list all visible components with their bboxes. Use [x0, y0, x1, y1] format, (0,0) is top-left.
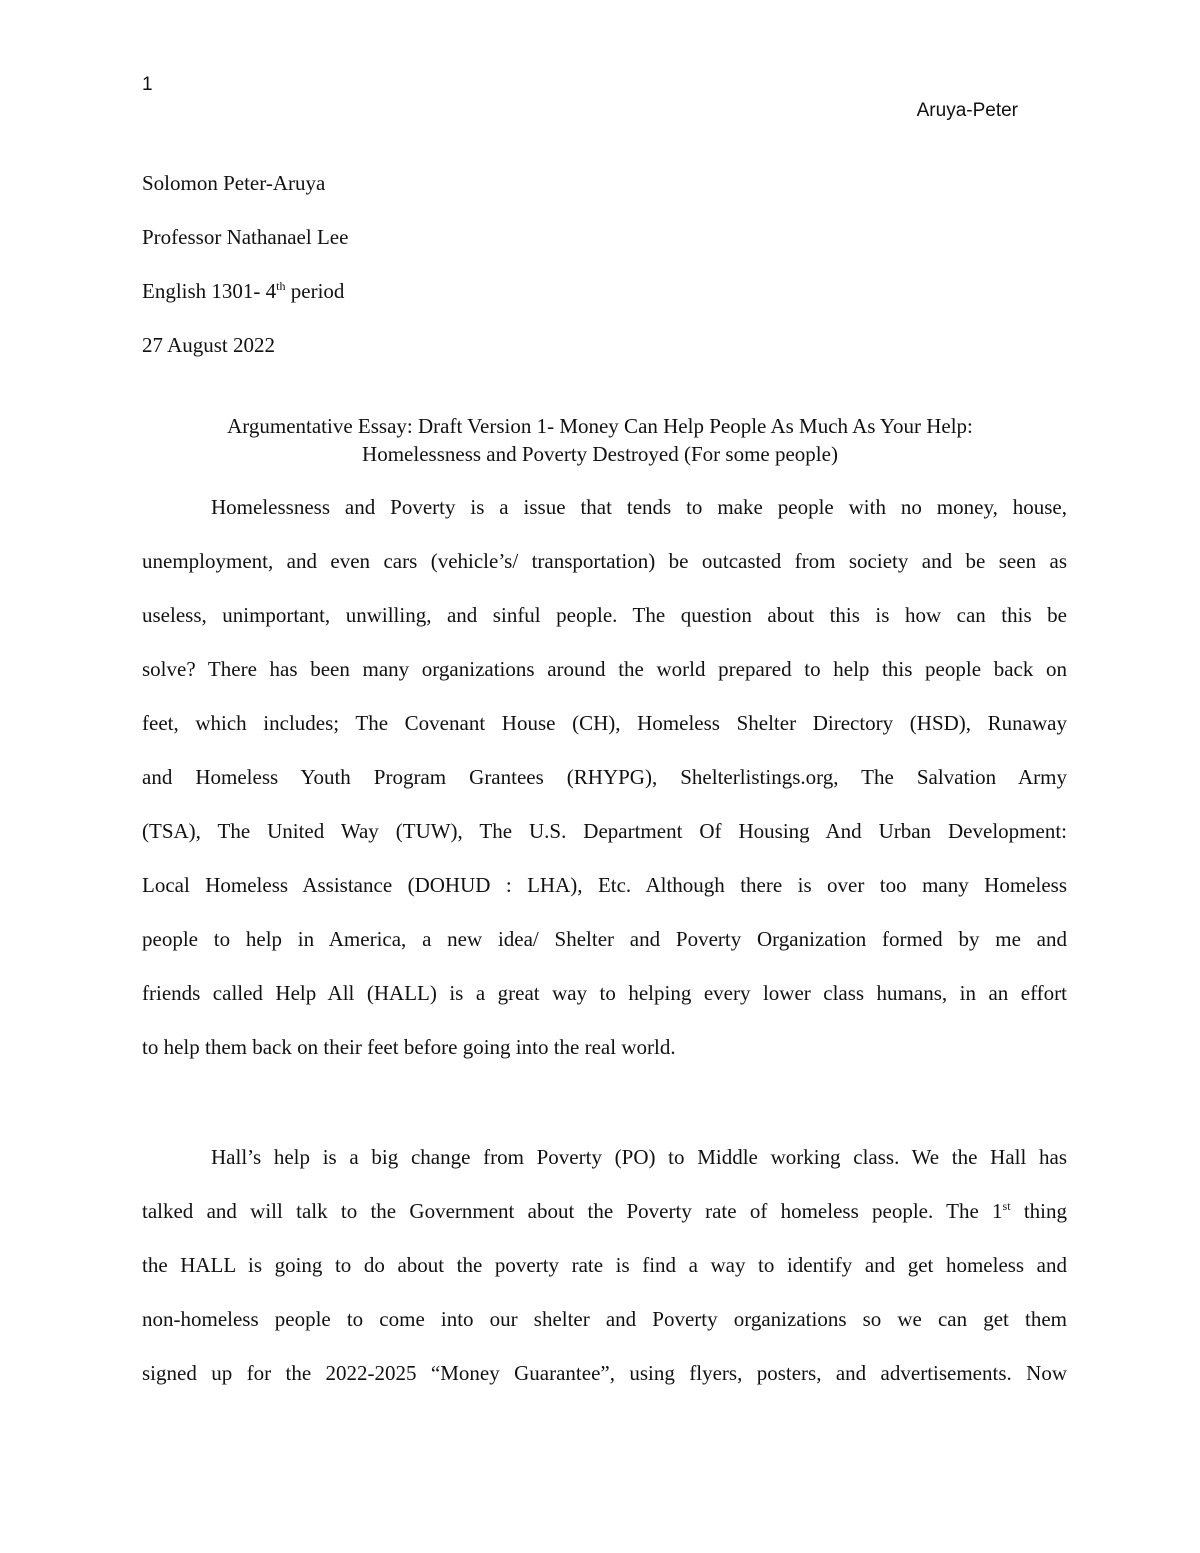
title-line-2: Homelessness and Poverty Destroyed (For some people): [362, 442, 838, 466]
paragraph-line: to help them back on their feet before going into the real world.: [142, 1035, 676, 1059]
course-suffix: period: [285, 279, 345, 303]
line-text-prefix: talked and will talk to the Government about the Poverty rate of homeless people. The 1: [142, 1199, 1003, 1223]
paragraph-line: friends called Help All (HALL) is a great way to helping every lower class humans, in an effort: [142, 981, 1067, 1005]
paragraph-line: unemployment, and even cars (vehicle’s/ transportation) be outcasted from society and be seen as: [142, 549, 1067, 573]
paragraph-line: (TSA), The United Way (TUW), The U.S. Department Of Housing And Urban Development:: [142, 819, 1067, 843]
paragraph-line: non-homeless people to come into our shelter and Poverty organizations so we can get them: [142, 1307, 1067, 1331]
essay-title: [120, 412, 1080, 468]
ordinal-superscript: st: [1002, 1199, 1011, 1213]
course-prefix: English 1301- 4: [142, 279, 277, 303]
paragraph-line: the HALL is going to do about the poverty rate is find a way to identify and get homeless and: [142, 1253, 1067, 1277]
line-text-suffix: thing: [1010, 1199, 1068, 1223]
paragraph-1: [142, 492, 1067, 1086]
essay-date: 27 August 2022: [142, 333, 276, 357]
paragraph-line: [142, 1196, 1067, 1250]
professor-name: Professor Nathanael Lee: [142, 225, 349, 249]
page-number: 1: [142, 74, 153, 95]
running-head: Aruya-Peter: [916, 100, 1018, 121]
mla-heading: [142, 168, 1062, 384]
paragraph-line: and Homeless Youth Program Grantees (RHYPG), Shelterlistings.org, The Salvation Army: [142, 765, 1067, 789]
course-line: [142, 276, 1062, 330]
student-name: Solomon Peter-Aruya: [142, 171, 326, 195]
course-superscript: th: [276, 279, 286, 293]
paragraph-line: people to help in America, a new idea/ Shelter and Poverty Organization formed by me and: [142, 927, 1067, 951]
paragraph-line: signed up for the 2022-2025 “Money Guarantee”, using flyers, posters, and advertisements. Now: [142, 1361, 1067, 1385]
paragraph-line: Hall’s help is a big change from Poverty (PO) to Middle working class. We the Hall has: [211, 1145, 1067, 1169]
paragraph-line: solve? There has been many organizations around the world prepared to help this people back on: [142, 657, 1067, 681]
title-line-1: Argumentative Essay: Draft Version 1- Money Can Help People As Much As Your Help:: [227, 414, 973, 438]
paragraph-2: [142, 1142, 1067, 1412]
paragraph-line: Local Homeless Assistance (DOHUD : LHA), Etc. Although there is over too many Homeless: [142, 873, 1067, 897]
paragraph-line: feet, which includes; The Covenant House (CH), Homeless Shelter Directory (HSD), Runaway: [142, 711, 1067, 735]
paragraph-line: Homelessness and Poverty is a issue that tends to make people with no money, house,: [211, 495, 1067, 519]
paragraph-line: useless, unimportant, unwilling, and sinful people. The question about this is how can this be: [142, 603, 1067, 627]
